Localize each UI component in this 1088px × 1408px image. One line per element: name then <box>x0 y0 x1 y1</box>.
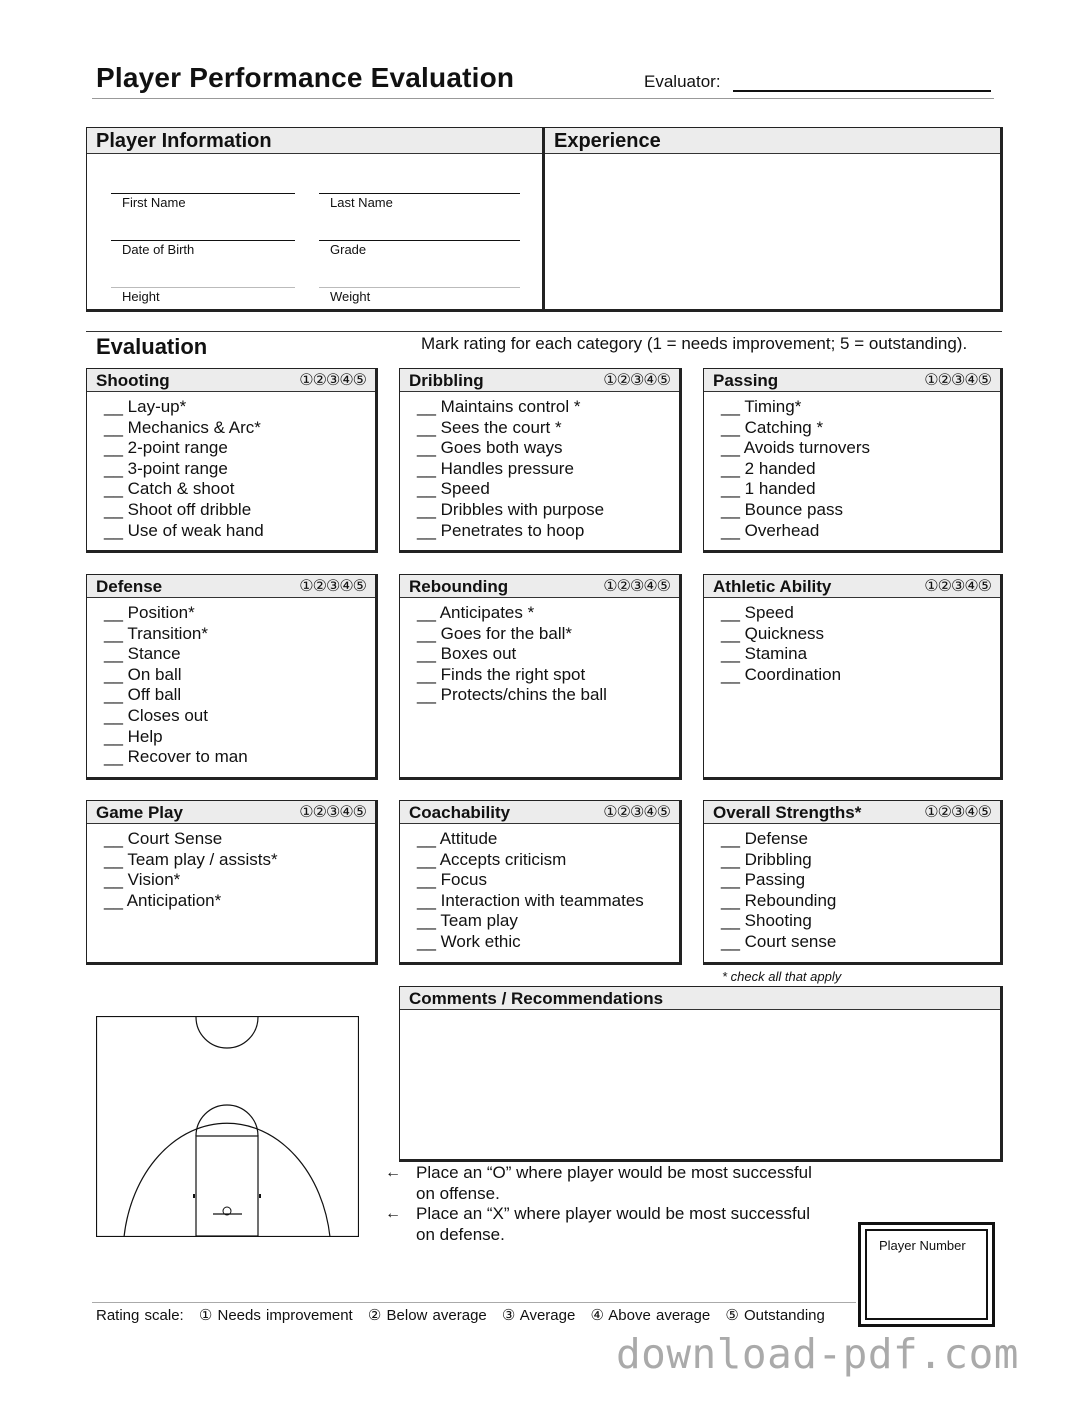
checklist-item[interactable] <box>721 603 1000 624</box>
checklist-item[interactable] <box>721 891 1000 912</box>
check-blank[interactable]: __ <box>721 931 740 951</box>
check-blank[interactable]: __ <box>721 664 740 684</box>
checklist-item-label: Stance <box>127 644 181 664</box>
checklist-item[interactable] <box>417 911 679 932</box>
checklist-item-label: 2 handed <box>744 458 816 478</box>
check-blank[interactable]: __ <box>104 520 123 540</box>
checklist-item[interactable] <box>417 397 679 418</box>
checklist-item-label: Handles pressure <box>440 458 574 478</box>
checklist-item-label: 2-point range <box>127 438 228 458</box>
checklist-item-label: Transition* <box>127 623 208 643</box>
checklist-item-label: Overhead <box>744 520 820 540</box>
category-heading <box>704 369 1000 392</box>
checklist-item-label: Catch & shoot <box>127 479 235 499</box>
checklist-item-label: Dribbles with purpose <box>440 499 605 519</box>
rating-circles[interactable]: ①②③④⑤ <box>299 372 366 389</box>
checklist-item[interactable] <box>721 911 1000 932</box>
checklist-item[interactable] <box>417 891 679 912</box>
checklist-item[interactable] <box>104 829 375 850</box>
checklist-item[interactable] <box>104 727 375 748</box>
checklist-item-label: Help <box>127 726 163 746</box>
checklist-item-label: Shoot off dribble <box>127 499 252 519</box>
checklist-item-label: Anticipation* <box>126 890 222 910</box>
category-heading <box>87 369 375 392</box>
checklist-item[interactable] <box>104 747 375 768</box>
check-blank[interactable]: __ <box>104 603 123 622</box>
experience-heading: Experience <box>545 128 1000 154</box>
check-blank[interactable]: __ <box>721 870 740 890</box>
evaluation-divider <box>86 331 1002 332</box>
checklist-item-label: Accepts criticism <box>439 849 567 869</box>
checklist-item-label: Timing* <box>744 397 802 416</box>
offense-instruction-1: Place an “O” where player would be most successful <box>416 1163 812 1182</box>
evaluation-heading: Evaluation <box>96 334 208 359</box>
check-blank[interactable]: __ <box>721 479 740 499</box>
checklist-item[interactable] <box>104 706 375 727</box>
category-item-list <box>704 598 1000 685</box>
check-blank[interactable]: __ <box>721 458 740 478</box>
grade-field[interactable] <box>319 240 520 241</box>
checklist-item[interactable] <box>417 932 679 953</box>
rating-level-2: ② Below average <box>367 1307 487 1324</box>
checklist-item[interactable] <box>104 665 375 686</box>
checklist-item[interactable] <box>417 870 679 891</box>
info-divider <box>542 127 545 312</box>
checklist-item-label: Off ball <box>127 685 182 705</box>
checklist-item[interactable] <box>721 418 1000 439</box>
check-blank[interactable]: __ <box>104 499 123 519</box>
category-item-list <box>400 392 679 541</box>
check-blank[interactable]: __ <box>721 520 740 540</box>
check-blank[interactable]: __ <box>417 849 436 869</box>
check-blank[interactable]: __ <box>721 911 740 931</box>
evaluator-label: Evaluator: <box>644 72 721 91</box>
check-blank[interactable]: __ <box>104 870 123 890</box>
checklist-item[interactable] <box>104 850 375 871</box>
checklist-item[interactable] <box>104 418 375 439</box>
rating-circles[interactable]: ①②③④⑤ <box>299 804 366 821</box>
checklist-item[interactable] <box>104 438 375 459</box>
checklist-item[interactable] <box>721 644 1000 665</box>
check-blank[interactable]: __ <box>104 438 123 458</box>
dob-label: Date of Birth <box>122 242 195 257</box>
category-item-list <box>87 598 375 768</box>
footer-divider <box>92 1302 856 1303</box>
check-blank[interactable]: __ <box>721 438 740 458</box>
check-blank[interactable]: __ <box>417 829 436 848</box>
category-heading <box>704 801 1000 824</box>
weight-field[interactable] <box>319 287 520 288</box>
category-title: Defense <box>96 577 163 596</box>
category-heading <box>87 801 375 824</box>
category-heading <box>400 575 679 598</box>
rating-level-4: ④ Above average <box>590 1307 711 1324</box>
check-blank[interactable]: __ <box>104 705 123 725</box>
checklist-item-label: Defense <box>744 829 808 848</box>
check-blank[interactable]: __ <box>104 664 123 684</box>
checklist-item-label: 1 handed <box>744 479 816 499</box>
offense-instruction-2: on offense. <box>416 1184 500 1203</box>
defense-instruction-2: on defense. <box>416 1225 505 1244</box>
checklist-item[interactable] <box>721 624 1000 645</box>
check-blank[interactable]: __ <box>721 829 740 848</box>
category-heading <box>704 575 1000 598</box>
category-title: Passing <box>713 371 779 390</box>
checklist-item[interactable] <box>721 397 1000 418</box>
category-heading <box>400 801 679 824</box>
check-blank[interactable]: __ <box>104 458 123 478</box>
check-blank[interactable]: __ <box>417 685 436 705</box>
checklist-item-label: Use of weak hand <box>127 520 264 540</box>
checklist-item[interactable] <box>417 459 679 480</box>
checklist-item-label: Shooting <box>744 911 812 931</box>
checklist-item-label: Team play <box>440 911 518 931</box>
player-number-label: Player Number <box>879 1238 966 1253</box>
check-blank[interactable]: __ <box>104 397 123 416</box>
checklist-item-label: Closes out <box>127 705 208 725</box>
checklist-item-label: Penetrates to hoop <box>440 520 585 540</box>
check-blank[interactable]: __ <box>104 829 123 848</box>
checklist-item[interactable] <box>721 870 1000 891</box>
category-title: Game Play <box>96 803 183 822</box>
rating-level-3: ③ Average <box>501 1307 576 1324</box>
rating-level-1: ① Needs improvement <box>198 1307 353 1324</box>
checklist-item-label: Dribbling <box>744 849 812 869</box>
checklist-item[interactable] <box>721 500 1000 521</box>
check-blank[interactable]: __ <box>417 417 436 437</box>
check-blank[interactable]: __ <box>417 931 436 951</box>
check-blank[interactable]: __ <box>417 438 436 458</box>
experience-field[interactable] <box>546 156 999 309</box>
checklist-item[interactable] <box>417 665 679 686</box>
comments-heading: Comments / Recommendations <box>400 987 1000 1010</box>
checklist-item[interactable] <box>417 603 679 624</box>
page-title: Player Performance Evaluation <box>96 62 515 93</box>
check-blank[interactable]: __ <box>104 726 123 746</box>
checklist-item-label: Catching * <box>744 417 824 437</box>
checklist-item[interactable] <box>721 438 1000 459</box>
first-name-label: First Name <box>122 195 186 210</box>
checklist-item[interactable] <box>417 850 679 871</box>
checklist-item-label: Mechanics & Arc* <box>127 417 261 437</box>
checklist-item-label: Speed <box>744 603 794 622</box>
category-title: Rebounding <box>409 577 509 596</box>
checklist-item-label: Coordination <box>744 664 842 684</box>
checklist-item-label: Rebounding <box>744 890 837 910</box>
check-blank[interactable]: __ <box>417 870 436 890</box>
check-blank[interactable]: __ <box>417 603 436 622</box>
category-coachability <box>399 800 682 965</box>
checklist-item-label: Passing <box>744 870 806 890</box>
checklist-item[interactable] <box>417 479 679 500</box>
checklist-item[interactable] <box>417 438 679 459</box>
check-blank[interactable]: __ <box>104 849 123 869</box>
checklist-item[interactable] <box>104 479 375 500</box>
check-blank[interactable]: __ <box>417 644 436 664</box>
evaluator-field[interactable] <box>733 90 991 92</box>
category-title: Coachability <box>409 803 511 822</box>
category-item-list <box>87 392 375 541</box>
check-blank[interactable]: __ <box>721 644 740 664</box>
check-blank[interactable]: __ <box>104 479 123 499</box>
checklist-item-label: Interaction with teammates <box>440 890 644 910</box>
checklist-item-label: Quickness <box>744 623 825 643</box>
category-item-list <box>400 598 679 706</box>
checklist-item[interactable] <box>721 932 1000 953</box>
checklist-item-label: Goes both ways <box>440 438 563 458</box>
category-gameplay <box>86 800 378 965</box>
check-blank[interactable]: __ <box>417 458 436 478</box>
checklist-item[interactable] <box>104 644 375 665</box>
check-blank[interactable]: __ <box>417 499 436 519</box>
checklist-item-label: Speed <box>440 479 490 499</box>
rating-circles[interactable]: ①②③④⑤ <box>924 578 991 595</box>
last-name-field[interactable] <box>319 193 520 194</box>
category-shooting <box>86 368 378 553</box>
checklist-item-label: Recover to man <box>127 747 248 767</box>
checklist-item[interactable] <box>417 644 679 665</box>
check-blank[interactable]: __ <box>721 417 740 437</box>
checklist-item-label: 3-point range <box>127 458 228 478</box>
rating-circles[interactable]: ①②③④⑤ <box>924 372 991 389</box>
check-blank[interactable]: __ <box>104 623 123 643</box>
checklist-item-label: Work ethic <box>440 931 521 951</box>
check-blank[interactable]: __ <box>721 890 740 910</box>
checklist-item[interactable] <box>104 603 375 624</box>
player-info-heading: Player Information <box>87 128 542 154</box>
checklist-item-label: Protects/chins the ball <box>440 685 607 705</box>
checklist-item[interactable] <box>721 479 1000 500</box>
rating-circles[interactable]: ①②③④⑤ <box>603 578 670 595</box>
category-title: Athletic Ability <box>713 577 832 596</box>
watermark: download-pdf.com <box>616 1330 1019 1378</box>
checklist-item[interactable] <box>721 459 1000 480</box>
checklist-item[interactable] <box>721 850 1000 871</box>
category-item-list <box>704 392 1000 541</box>
defense-arrow-icon: ← <box>385 1205 401 1222</box>
dob-field[interactable] <box>111 240 295 241</box>
check-blank[interactable]: __ <box>721 499 740 519</box>
check-all-footnote: * check all that apply <box>722 969 842 984</box>
half-court-diagram[interactable] <box>96 1016 359 1237</box>
checklist-item-label: Team play / assists* <box>127 849 278 869</box>
checklist-item-label: Focus <box>440 870 487 890</box>
checklist-item[interactable] <box>104 891 375 912</box>
checklist-item-label: Avoids turnovers <box>743 438 871 458</box>
check-blank[interactable]: __ <box>104 685 123 705</box>
category-item-list <box>704 824 1000 953</box>
checklist-item[interactable] <box>104 624 375 645</box>
checklist-item-label: Bounce pass <box>744 499 843 519</box>
checklist-item-label: Position* <box>127 603 195 622</box>
check-blank[interactable]: __ <box>417 623 436 643</box>
checklist-item[interactable] <box>417 685 679 706</box>
rating-scale-label: Rating scale: <box>96 1307 184 1324</box>
last-name-label: Last Name <box>330 195 393 210</box>
check-blank[interactable]: __ <box>417 397 436 416</box>
category-title: Dribbling <box>409 371 484 390</box>
checklist-item-label: Sees the court * <box>440 417 562 437</box>
check-blank[interactable]: __ <box>417 479 436 499</box>
check-blank[interactable]: __ <box>104 644 123 664</box>
weight-label: Weight <box>330 289 371 304</box>
checklist-item-label: Maintains control * <box>440 397 581 416</box>
checklist-item-label: Lay-up* <box>127 397 187 416</box>
category-overall <box>703 800 1003 965</box>
checklist-item[interactable] <box>417 500 679 521</box>
checklist-item[interactable] <box>104 459 375 480</box>
checklist-item-label: Court Sense <box>127 829 223 848</box>
height-field[interactable] <box>111 287 295 288</box>
checklist-item[interactable] <box>721 521 1000 542</box>
check-blank[interactable]: __ <box>721 603 740 622</box>
comments-box <box>399 986 1003 1162</box>
checklist-item[interactable] <box>104 870 375 891</box>
checklist-item-label: Goes for the ball* <box>440 623 573 643</box>
check-blank[interactable]: __ <box>417 520 436 540</box>
category-dribbling <box>399 368 682 553</box>
checklist-item[interactable] <box>417 418 679 439</box>
check-blank[interactable]: __ <box>417 911 436 931</box>
checklist-item[interactable] <box>104 685 375 706</box>
checklist-item-label: Vision* <box>127 870 181 890</box>
category-heading <box>87 575 375 598</box>
category-item-list <box>87 824 375 911</box>
rating-level-5: ⑤ Outstanding <box>725 1307 825 1324</box>
rating-circles[interactable]: ①②③④⑤ <box>603 804 670 821</box>
category-defense <box>86 574 378 780</box>
check-blank[interactable]: __ <box>721 623 740 643</box>
check-blank[interactable]: __ <box>417 890 436 910</box>
checklist-item-label: Attitude <box>439 829 498 848</box>
category-title: Shooting <box>96 371 170 390</box>
first-name-field[interactable] <box>111 193 295 194</box>
checklist-item-label: Boxes out <box>440 644 517 664</box>
checklist-item-label: Stamina <box>744 644 808 664</box>
grade-label: Grade <box>330 242 367 257</box>
rating-circles[interactable]: ①②③④⑤ <box>924 804 991 821</box>
rating-circles[interactable]: ①②③④⑤ <box>299 578 366 595</box>
checklist-item[interactable] <box>104 521 375 542</box>
checklist-item-label: Anticipates * <box>439 603 535 622</box>
rating-circles[interactable]: ①②③④⑤ <box>603 372 670 389</box>
category-title: Overall Strengths* <box>713 803 862 822</box>
checklist-item[interactable] <box>417 829 679 850</box>
comments-field[interactable] <box>400 1010 1000 1158</box>
category-item-list <box>400 824 679 953</box>
category-passing <box>703 368 1003 553</box>
title-divider <box>92 98 994 99</box>
checklist-item-label: On ball <box>127 664 182 684</box>
checklist-item-label: Court sense <box>744 931 837 951</box>
check-blank[interactable]: __ <box>721 397 740 416</box>
checklist-item[interactable] <box>417 521 679 542</box>
evaluation-instructions: Mark rating for each category (1 = needs improvement; 5 = outstanding). <box>421 334 968 353</box>
check-blank[interactable]: __ <box>104 417 123 437</box>
check-blank[interactable]: __ <box>417 664 436 684</box>
rating-scale-legend <box>96 1306 835 1324</box>
check-blank[interactable]: __ <box>104 747 123 767</box>
checklist-item[interactable] <box>721 829 1000 850</box>
checklist-item[interactable] <box>721 665 1000 686</box>
category-rebounding <box>399 574 682 780</box>
check-blank[interactable]: __ <box>721 849 740 869</box>
checklist-item[interactable] <box>417 624 679 645</box>
checklist-item[interactable] <box>104 397 375 418</box>
category-heading <box>400 369 679 392</box>
category-athletic <box>703 574 1003 780</box>
check-blank[interactable]: __ <box>104 890 123 910</box>
checklist-item[interactable] <box>104 500 375 521</box>
height-label: Height <box>122 289 160 304</box>
court-boundary <box>97 1017 359 1237</box>
offense-arrow-icon: ← <box>385 1164 401 1181</box>
checklist-item-label: Finds the right spot <box>440 664 586 684</box>
defense-instruction-1: Place an “X” where player would be most successful <box>416 1204 811 1223</box>
